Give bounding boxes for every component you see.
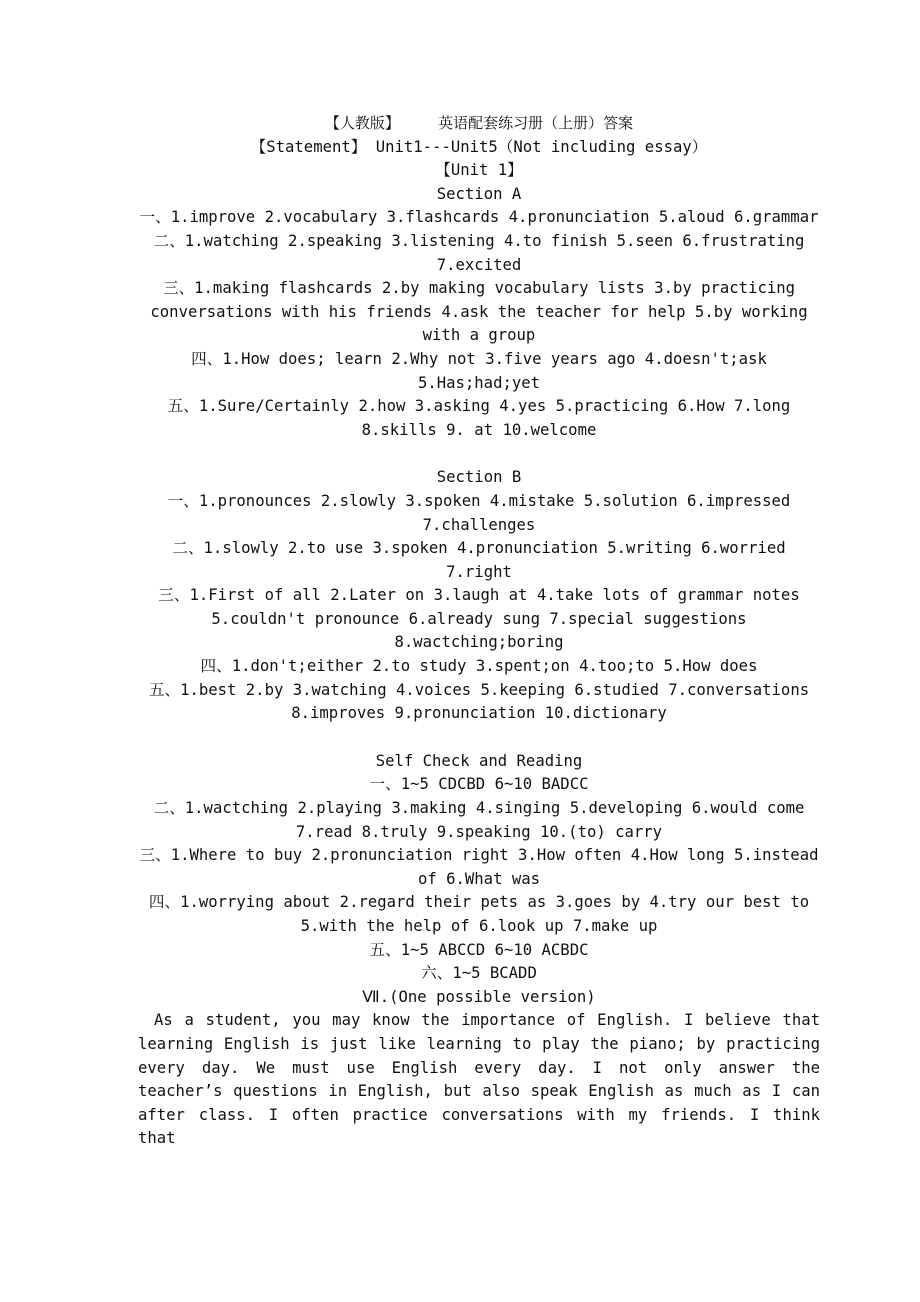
section-b-item-1: 一、1.pronounces 2.slowly 3.spoken 4.mistake 5.solution 6.impressed 7.challenges bbox=[167, 491, 800, 534]
section-a-item-3: 三、1.making flashcards 2.by making vocabulary lists 3.by practicing conversations with his friends 4.ask the teacher for help 5.by working with a group bbox=[150, 279, 817, 345]
spacer bbox=[138, 442, 820, 466]
self-check-item-5: 五、1~5 ABCCD 6~10 ACBDC bbox=[369, 940, 589, 959]
section-b-item-5: 五、1.best 2.by 3.watching 4.voices 5.keeping 6.studied 7.conversations 8.improves 9.pronunciation 10.dictionary bbox=[148, 680, 819, 723]
section-a-item-2: 二、1.watching 2.speaking 3.listening 4.to finish 5.seen 6.frustrating 7.excited bbox=[153, 231, 814, 274]
section-b-item-4: 四、1.don't;either 2.to study 3.spent;on 4.too;to 5.How does bbox=[200, 657, 758, 676]
spacer bbox=[138, 726, 820, 750]
document-title: 【人教版】 英语配套练习册（上册）答案 bbox=[324, 114, 634, 132]
self-check-item-2: 二、1.wactching 2.playing 3.making 4.singing 5.developing 6.would come 7.read 8.truly 9.speaking 10.(to) carry bbox=[153, 799, 814, 841]
self-check-item-4: 四、1.worrying about 2.regard their pets as 3.goes by 4.try our best to 5.with the help of 6.look up 7.make up bbox=[148, 893, 819, 935]
self-check-heading: Self Check and Reading bbox=[375, 751, 583, 770]
self-check-item-7: Ⅶ.(One possible version) bbox=[362, 987, 596, 1006]
self-check-item-6: 六、1~5 BCADD bbox=[421, 964, 537, 983]
unit-heading: 【Unit 1】 bbox=[435, 161, 523, 180]
answer-document bbox=[138, 112, 828, 1151]
essay-paragraph: As a student, you may know the importance of English. I believe that learning English is just like learning to play the piano; by practicing every day. We must use English every day. I not only answer the teacher’s questions in English, but also speak English as much as I can after class. I often practice conversations with my friends. I think that bbox=[138, 1011, 820, 1148]
self-check-item-1: 一、1~5 CDCBD 6~10 BADCC bbox=[369, 775, 589, 794]
self-check-item-3: 三、1.Where to buy 2.pronunciation right 3.How often 4.How long 5.instead of 6.What was bbox=[139, 846, 828, 888]
section-a-item-5: 五、1.Sure/Certainly 2.how 3.asking 4.yes 5.practicing 6.How 7.long 8.skills 9. at 10.welcome bbox=[167, 397, 800, 439]
section-a-item-4: 四、1.How does; learn 2.Why not 3.five years ago 4.doesn't;ask 5.Has;had;yet bbox=[191, 349, 777, 392]
section-b-heading: Section B bbox=[436, 468, 522, 487]
statement-line: 【Statement】 Unit1---Unit5（Not including essay） bbox=[250, 137, 708, 156]
section-b-item-2: 二、1.slowly 2.to use 3.spoken 4.pronunciation 5.writing 6.worried 7.right bbox=[172, 539, 796, 581]
section-a-item-1: 一、1.improve 2.vocabulary 3.flashcards 4.pronunciation 5.aloud 6.grammar bbox=[139, 208, 819, 227]
section-a-heading: Section A bbox=[436, 184, 522, 203]
section-b-item-3: 三、1.First of all 2.Later on 3.laugh at 4.take lots of grammar notes 5.couldn't pronounce 6.already sung 7.special suggestions 8.wactching;boring bbox=[158, 586, 810, 652]
